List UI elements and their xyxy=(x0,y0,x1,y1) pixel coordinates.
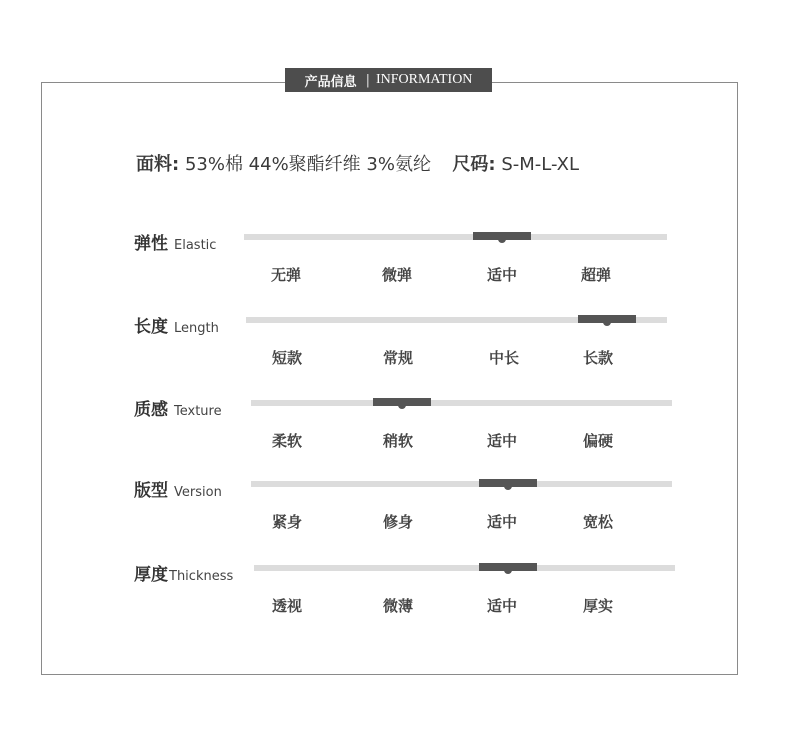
attribute-name: 质感 xyxy=(134,400,168,420)
section-header xyxy=(285,68,492,92)
attribute-name-en: Thickness xyxy=(169,569,234,584)
option-label: 厚实 xyxy=(583,597,614,615)
option-label: 微弹 xyxy=(382,266,413,284)
attribute-label xyxy=(134,229,216,254)
option-label: 中长 xyxy=(489,349,520,367)
attribute-name: 厚度 xyxy=(134,565,168,585)
attribute-name-en: Version xyxy=(174,485,222,500)
option-label: 微薄 xyxy=(383,597,414,615)
attribute-label xyxy=(134,476,222,501)
attribute-row-elastic xyxy=(0,229,790,299)
fabric-size-line xyxy=(136,150,579,176)
header-separator: | xyxy=(365,72,370,88)
option-label: 适中 xyxy=(487,513,518,531)
scale-marker xyxy=(578,315,636,323)
size-label: 尺码: xyxy=(452,154,496,175)
attribute-name: 弹性 xyxy=(134,234,168,254)
scale-marker xyxy=(473,232,531,240)
option-label: 无弹 xyxy=(271,266,302,284)
option-label: 透视 xyxy=(272,597,303,615)
option-label: 适中 xyxy=(487,266,518,284)
option-label: 紧身 xyxy=(272,513,303,531)
attribute-row-texture xyxy=(0,395,790,465)
option-label: 长款 xyxy=(583,349,614,367)
attribute-name: 长度 xyxy=(134,317,168,337)
attribute-label xyxy=(134,560,233,585)
scale-marker xyxy=(373,398,431,406)
attribute-name: 版型 xyxy=(134,481,168,501)
attribute-name-en: Elastic xyxy=(174,238,217,253)
option-label: 适中 xyxy=(487,597,518,615)
attribute-name-en: Length xyxy=(174,321,219,336)
option-label: 偏硬 xyxy=(583,432,614,450)
attribute-row-version xyxy=(0,476,790,546)
scale-track xyxy=(244,234,667,240)
fabric-label: 面料: xyxy=(136,154,180,175)
option-label: 稍软 xyxy=(383,432,414,450)
scale-marker xyxy=(479,563,537,571)
attribute-label xyxy=(134,312,219,337)
header-title-en: INFORMATION xyxy=(375,72,473,87)
scale-track xyxy=(251,400,672,406)
option-label: 常规 xyxy=(383,349,414,367)
attribute-label xyxy=(134,395,222,420)
scale-track xyxy=(251,481,672,487)
option-label: 短款 xyxy=(272,349,303,367)
option-label: 柔软 xyxy=(272,432,303,450)
fabric-value: 53%棉 44%聚酯纤维 3%氨纶 xyxy=(184,154,431,175)
scale-track xyxy=(254,565,675,571)
option-label: 修身 xyxy=(383,513,414,531)
option-label: 适中 xyxy=(487,432,518,450)
option-label: 宽松 xyxy=(583,513,614,531)
attribute-name-en: Texture xyxy=(174,404,222,419)
header-title-cn: 产品信息 xyxy=(304,74,357,90)
scale-marker xyxy=(479,479,537,487)
attribute-row-length xyxy=(0,312,790,382)
size-value: S-M-L-XL xyxy=(501,154,579,175)
attribute-row-thickness xyxy=(0,560,790,630)
option-label: 超弹 xyxy=(581,266,612,284)
